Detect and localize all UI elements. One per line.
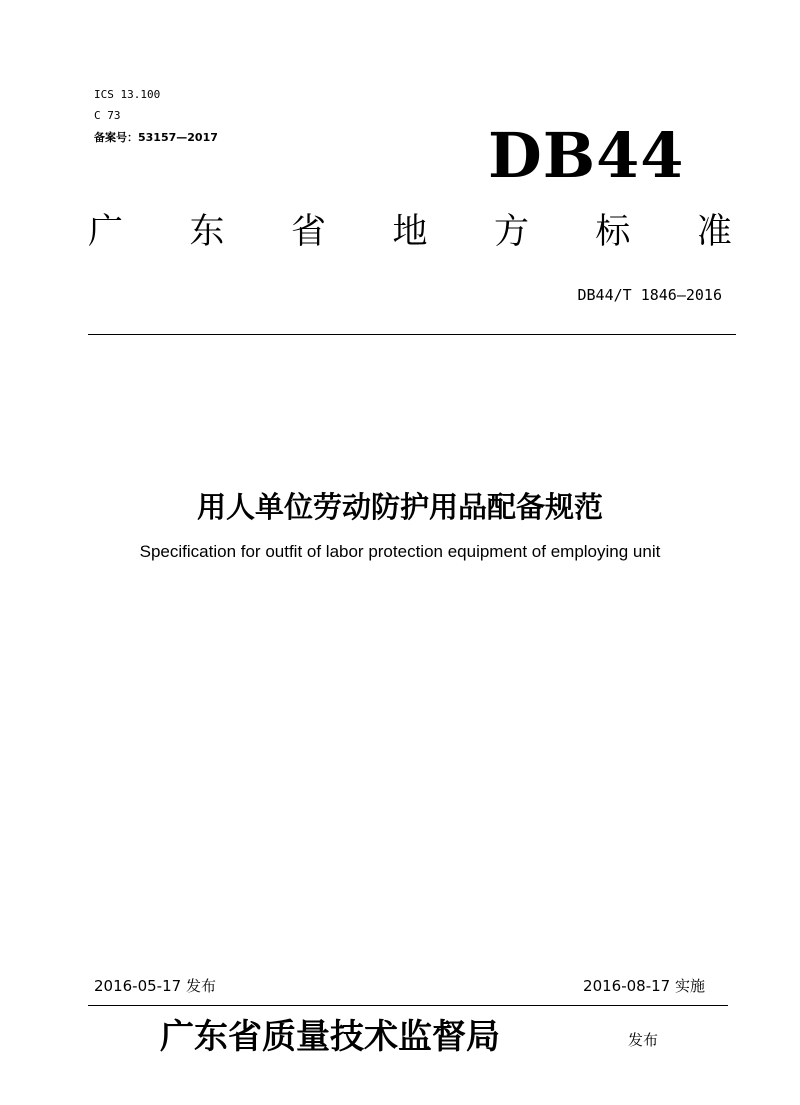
issuer-verb: 发布 <box>628 1031 659 1049</box>
standard-type-char: 准 <box>696 212 732 252</box>
footer-divider <box>88 1005 728 1006</box>
ics-code: ICS 13.100 <box>94 88 161 101</box>
standard-type-char: 标 <box>595 212 631 252</box>
ccs-code: C 73 <box>94 109 121 122</box>
issuing-authority: 广东省质量技术监督局 <box>160 1017 500 1057</box>
standard-number: DB44/T 1846—2016 <box>577 286 722 304</box>
title-chinese: 用人单位劳动防护用品配备规范 <box>196 490 603 524</box>
publish-date: 2016-05-17 发布 <box>94 977 216 995</box>
implement-date: 2016-08-17 实施 <box>583 977 705 995</box>
db44-logo: DB44 <box>488 119 685 192</box>
title-english: Specification for outfit of labor protection equipment of employing unit <box>139 542 661 561</box>
standard-type-char: 方 <box>493 212 529 252</box>
header-divider <box>88 334 736 335</box>
standard-type-char: 广 <box>88 212 124 252</box>
standard-type-char: 地 <box>392 212 428 252</box>
standard-type-heading <box>88 210 732 254</box>
standard-type-char: 省 <box>290 212 326 252</box>
standard-type-char: 东 <box>189 212 225 252</box>
filing-number: 备案号：53157—2017 <box>94 131 218 144</box>
